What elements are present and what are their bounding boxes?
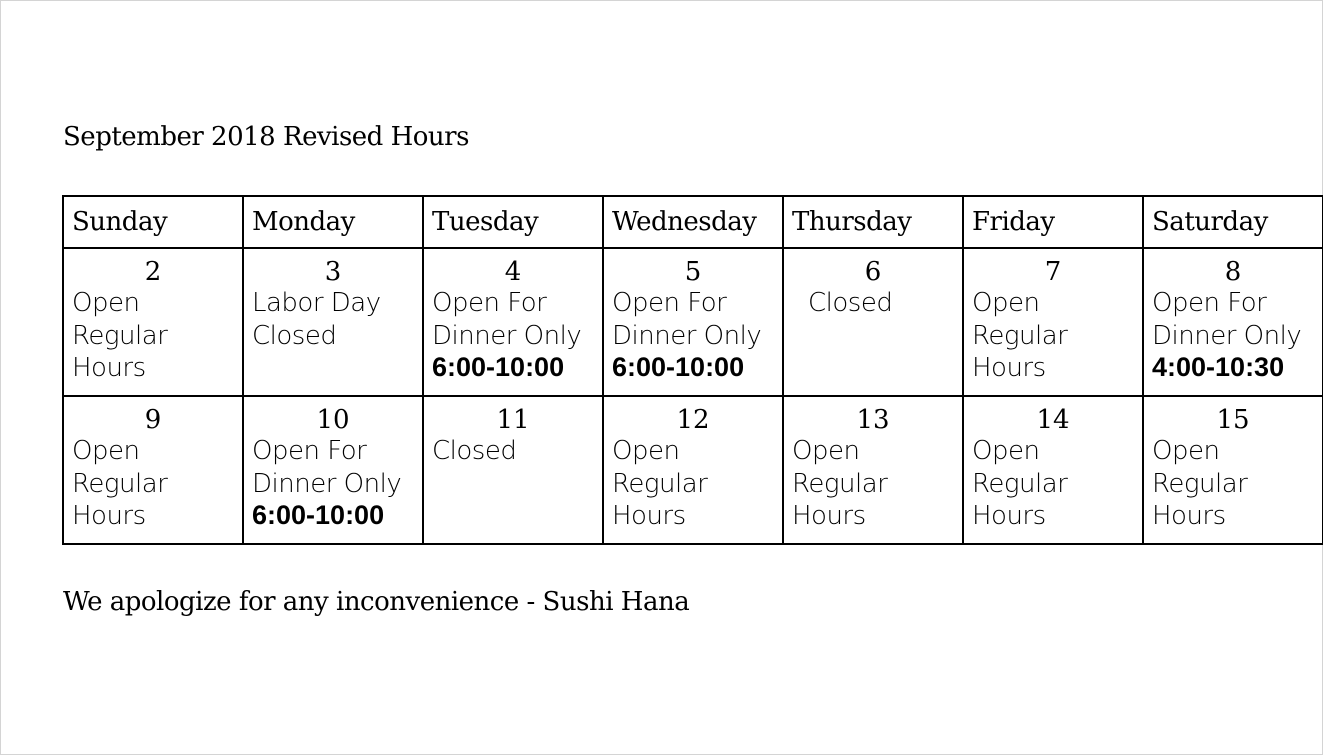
day-status: Labor Day Closed <box>252 288 381 351</box>
day-status: Open For Dinner Only <box>1152 288 1302 351</box>
day-status: Open Regular Hours <box>792 436 888 531</box>
week-row <box>63 248 1323 396</box>
day-cell <box>423 248 603 396</box>
weekday-header-friday: Friday <box>963 196 1143 248</box>
day-cell <box>783 248 963 396</box>
day-cell <box>63 248 243 396</box>
day-number: 4 <box>504 257 522 287</box>
day-number: 13 <box>856 405 890 435</box>
day-number: 2 <box>144 257 162 287</box>
day-number: 8 <box>1224 257 1242 287</box>
day-status: Closed <box>808 288 893 318</box>
day-status: Open For Dinner Only <box>432 288 582 351</box>
day-number: 3 <box>324 257 342 287</box>
calendar-table <box>62 195 1323 545</box>
day-status: Open Regular Hours <box>1152 436 1248 531</box>
week-row <box>63 396 1323 544</box>
day-number: 11 <box>496 405 530 435</box>
day-cell <box>1143 396 1323 544</box>
day-hours: 6:00-10:00 <box>612 352 745 382</box>
day-number: 15 <box>1216 405 1250 435</box>
weekday-header-monday: Monday <box>243 196 423 248</box>
day-status: Open For Dinner Only <box>252 436 402 499</box>
day-status: Closed <box>432 436 517 466</box>
weekday-header-saturday: Saturday <box>1143 196 1323 248</box>
day-hours: 6:00-10:00 <box>432 352 565 382</box>
day-number: 7 <box>1044 257 1062 287</box>
day-cell <box>963 248 1143 396</box>
day-number: 12 <box>676 405 710 435</box>
day-number: 9 <box>144 405 162 435</box>
day-number: 10 <box>316 405 350 435</box>
weekday-header-row <box>63 196 1323 248</box>
weekday-header-sunday: Sunday <box>63 196 243 248</box>
apology-note: We apologize for any inconvenience - Sushi Hana <box>63 587 690 617</box>
weekday-header-wednesday: Wednesday <box>603 196 783 248</box>
day-status: Open Regular Hours <box>972 288 1068 383</box>
day-cell <box>243 248 423 396</box>
day-cell <box>63 396 243 544</box>
day-status: Open Regular Hours <box>612 436 708 531</box>
day-cell <box>783 396 963 544</box>
day-status: Open Regular Hours <box>72 288 168 383</box>
page-title: September 2018 Revised Hours <box>63 122 469 152</box>
day-status: Open Regular Hours <box>72 436 168 531</box>
day-hours: 4:00-10:30 <box>1152 352 1285 382</box>
weekday-header-tuesday: Tuesday <box>423 196 603 248</box>
day-cell <box>603 248 783 396</box>
day-number: 6 <box>864 257 882 287</box>
day-number: 14 <box>1036 405 1070 435</box>
day-status: Open For Dinner Only <box>612 288 762 351</box>
weekday-header-thursday: Thursday <box>783 196 963 248</box>
day-number: 5 <box>684 257 702 287</box>
day-status: Open Regular Hours <box>972 436 1068 531</box>
day-cell <box>423 396 603 544</box>
day-cell <box>1143 248 1323 396</box>
day-hours: 6:00-10:00 <box>252 500 385 530</box>
day-cell <box>603 396 783 544</box>
day-cell <box>963 396 1143 544</box>
day-cell <box>243 396 423 544</box>
